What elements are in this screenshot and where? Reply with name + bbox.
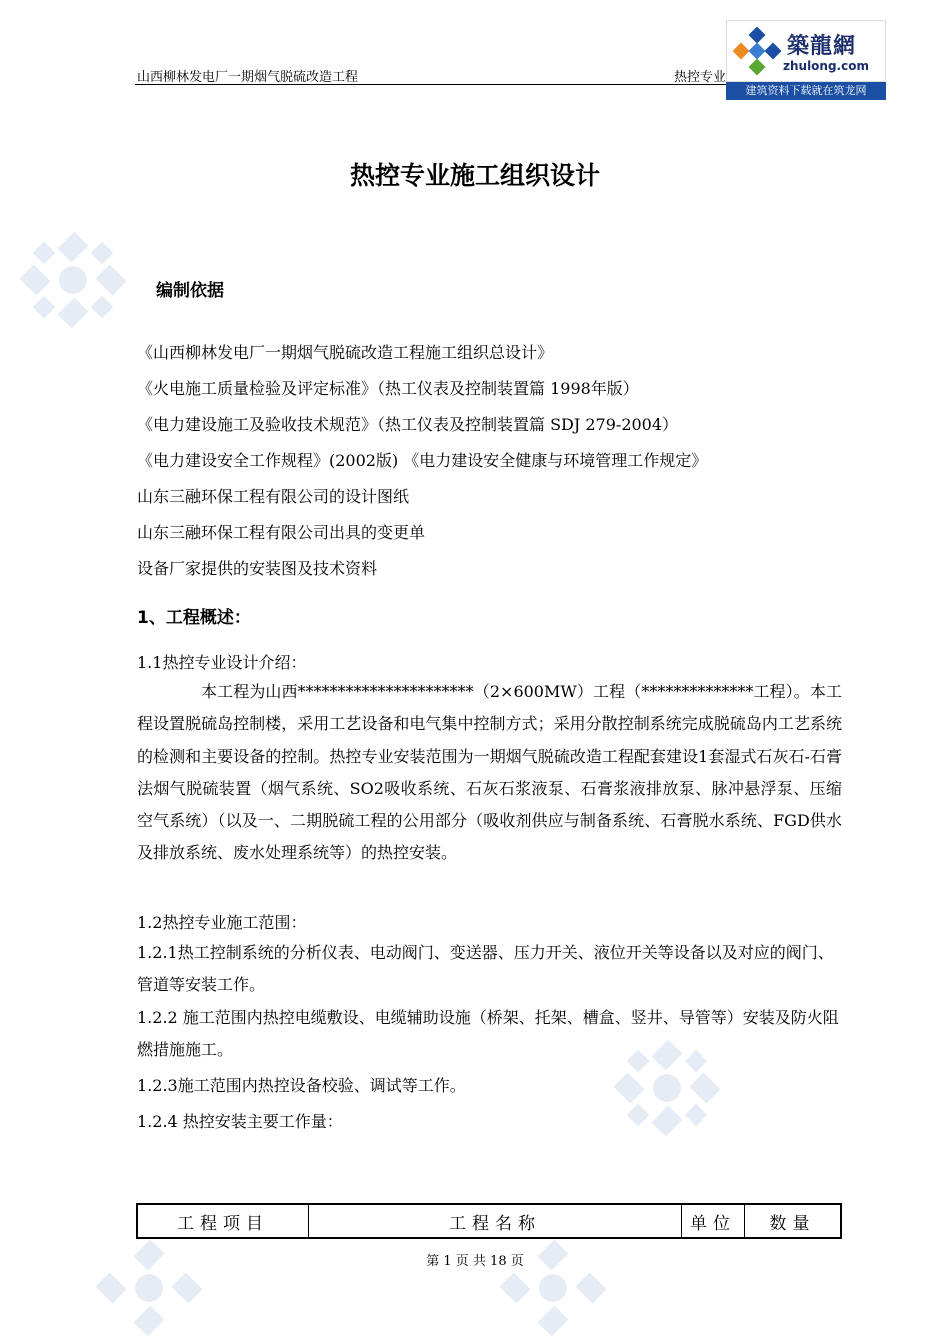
scope-item: 1.2.4 热控安装主要工作量： (137, 1112, 343, 1131)
table-header-cell: 工程项目 (137, 1204, 309, 1238)
page-number: 第 1 页 共 18 页 (426, 1254, 524, 1269)
scope-item: 1.2.1热工控制系统的分析仪表、电动阀门、变送器、压力开关、液位开关等设备以及对应的阀门、管道等安装工作。 (137, 943, 834, 995)
document-title: 热控专业施工组织设计 (349, 161, 600, 190)
watermark-snowflake (18, 230, 128, 330)
basis-item: 设备厂家提供的安装图及技术资料 (137, 559, 378, 578)
basis-item: 《火电施工质量检验及评定标准》（热工仪表及控制装置篇 1998年版） (137, 379, 639, 398)
zhulong-logo (726, 20, 886, 100)
basis-item: 山东三融环保工程有限公司的设计图纸 (137, 487, 410, 506)
section-heading: 1、工程概述： (137, 608, 251, 628)
logo-pinwheel-icon (733, 27, 781, 75)
logo-panel (726, 20, 886, 82)
table-header-cell: 数量 (745, 1204, 842, 1238)
subsection-title: 1.1热控专业设计介绍： (137, 653, 307, 672)
running-header-title: 山西柳林发电厂一期烟气脱硫改造工程 (137, 70, 359, 85)
table-header-cell: 单位 (682, 1204, 745, 1238)
logo-url: zhulong.com (783, 59, 869, 73)
table-header-row (137, 1204, 841, 1238)
scope-item: 1.2.3施工范围内热控设备校验、调试等工作。 (137, 1076, 466, 1095)
workload-table (136, 1203, 842, 1239)
basis-heading: 编制依据 (156, 281, 224, 301)
basis-item: 山东三融环保工程有限公司出具的变更单 (137, 523, 426, 542)
basis-item: 《山西柳林发电厂一期烟气脱硫改造工程施工组织总设计》 (137, 343, 554, 362)
logo-slogan: 建筑资料下载就在筑龙网 (726, 82, 886, 100)
basis-item: 《电力建设安全工作规程》(2002版) 《电力建设安全健康与环境管理工作规定》 (137, 451, 708, 470)
design-intro-paragraph: 本工程为山西**********************（2×600MW）工程（**************工程）。本工程设置脱硫岛控制楼，采用工艺设备和电气集中控制方式；采用分散控制系统完成脱硫岛内工艺系统的检测和主要设备的控制。热控专业安装范围为一期烟气脱硫改造工程配套建设1套湿式石灰石-石膏法烟气脱硫装置（烟气系统、SO2吸收系统、石灰石浆液泵、石膏浆液排放泵、脉冲悬浮泵、压缩空气系统）（以及一、二期脱硫工程的公用部分（吸收剂供应与制备系统、石膏脱水系统、FGD供水及排放系统、废水处理系统等）的热控安装。 (137, 682, 842, 863)
basis-item: 《电力建设施工及验收技术规范》（热工仪表及控制装置篇 SDJ 279-2004） (137, 415, 679, 434)
running-header-section: 热控专业 (674, 70, 727, 85)
logo-name: 築龍網 (787, 34, 857, 59)
subsection-title: 1.2热控专业施工范围： (137, 913, 307, 932)
scope-item: 1.2.2 施工范围内热控电缆敷设、电缆辅助设施（桥架、托架、槽盒、竖井、导管等）安装及防火阻燃措施施工。 (137, 1008, 839, 1060)
table-header-cell: 工程名称 (309, 1204, 682, 1238)
